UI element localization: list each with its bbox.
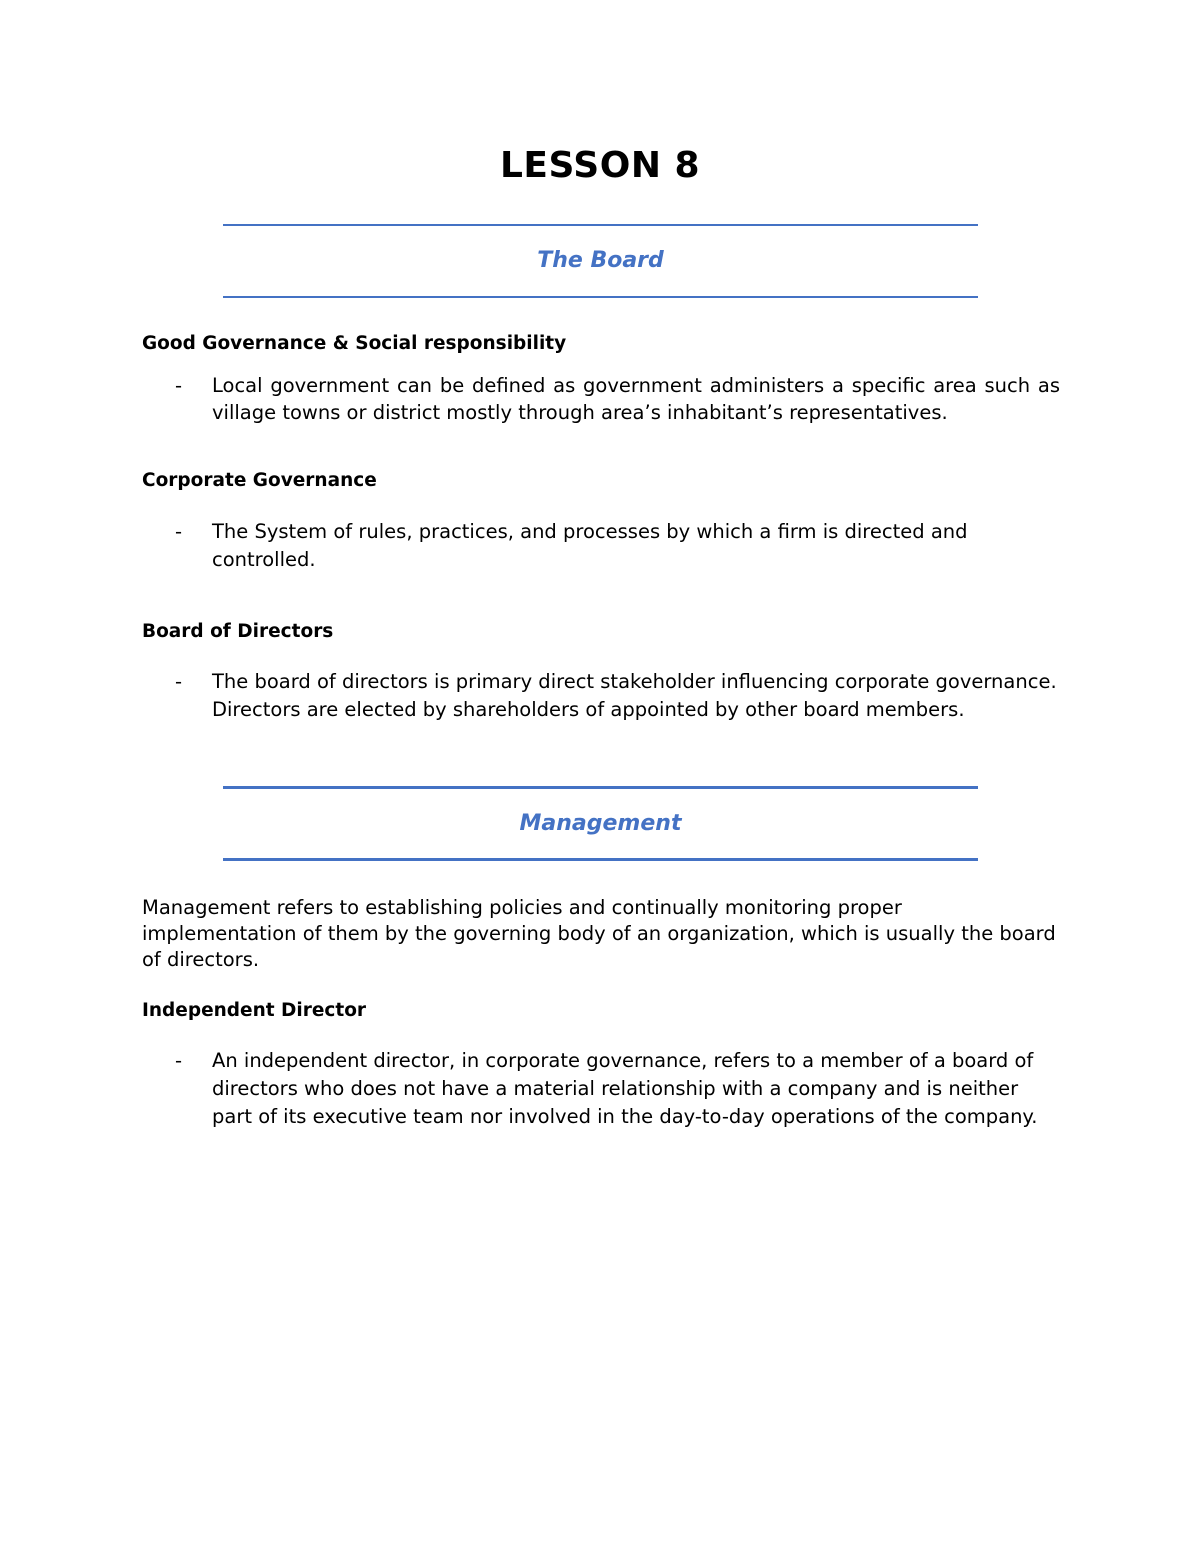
section-title-the-board: The Board bbox=[537, 248, 664, 273]
heading-board-of-directors: Board of Directors bbox=[142, 621, 334, 642]
section-rule-bottom bbox=[223, 858, 978, 861]
page-title: LESSON 8 bbox=[499, 145, 701, 186]
section-band-the-board bbox=[223, 224, 978, 298]
bullet-good-governance bbox=[142, 372, 1060, 426]
bullet-text-board-of-directors: The board of directors is primary direct stakeholder influencing corporate governance. Directors are elected by shareholders of appointed by other board members. bbox=[212, 670, 1057, 721]
bullet-text-independent-director: An independent director, in corporate governance, refers to a member of a board of directors who does not have a material relationship with a company and is neither part of its executive team nor involved in the day-to-day operations of the company. bbox=[212, 1049, 1038, 1128]
section-title-management: Management bbox=[519, 811, 682, 836]
bullet-dash: - bbox=[175, 374, 183, 397]
bullet-corporate-governance bbox=[142, 518, 1060, 574]
bullet-dash: - bbox=[175, 520, 183, 543]
bullet-independent-director bbox=[142, 1047, 1060, 1131]
heading-independent-director: Independent Director bbox=[142, 1000, 367, 1021]
management-paragraph: Management refers to establishing policies and continually monitoring proper implementation of them by the governing body of an organization, which is usually the board of directors. bbox=[142, 896, 1056, 971]
bullet-board-of-directors bbox=[142, 668, 1060, 724]
section-rule-top bbox=[223, 786, 978, 789]
section-rule-top bbox=[223, 224, 978, 226]
bullet-text-corporate-governance: The System of rules, practices, and processes by which a firm is directed and controlled. bbox=[212, 520, 968, 571]
section-band-management bbox=[223, 786, 978, 861]
heading-corporate-governance: Corporate Governance bbox=[142, 470, 377, 491]
section-rule-bottom bbox=[223, 296, 978, 298]
heading-good-governance: Good Governance & Social responsibility bbox=[142, 333, 567, 354]
bullet-dash: - bbox=[175, 1049, 183, 1072]
bullet-dash: - bbox=[175, 670, 183, 693]
bullet-text-good-governance: Local government can be defined as government administers a specific area such as village towns or district mostly through area’s inhabitant’s representatives. bbox=[212, 374, 1060, 424]
